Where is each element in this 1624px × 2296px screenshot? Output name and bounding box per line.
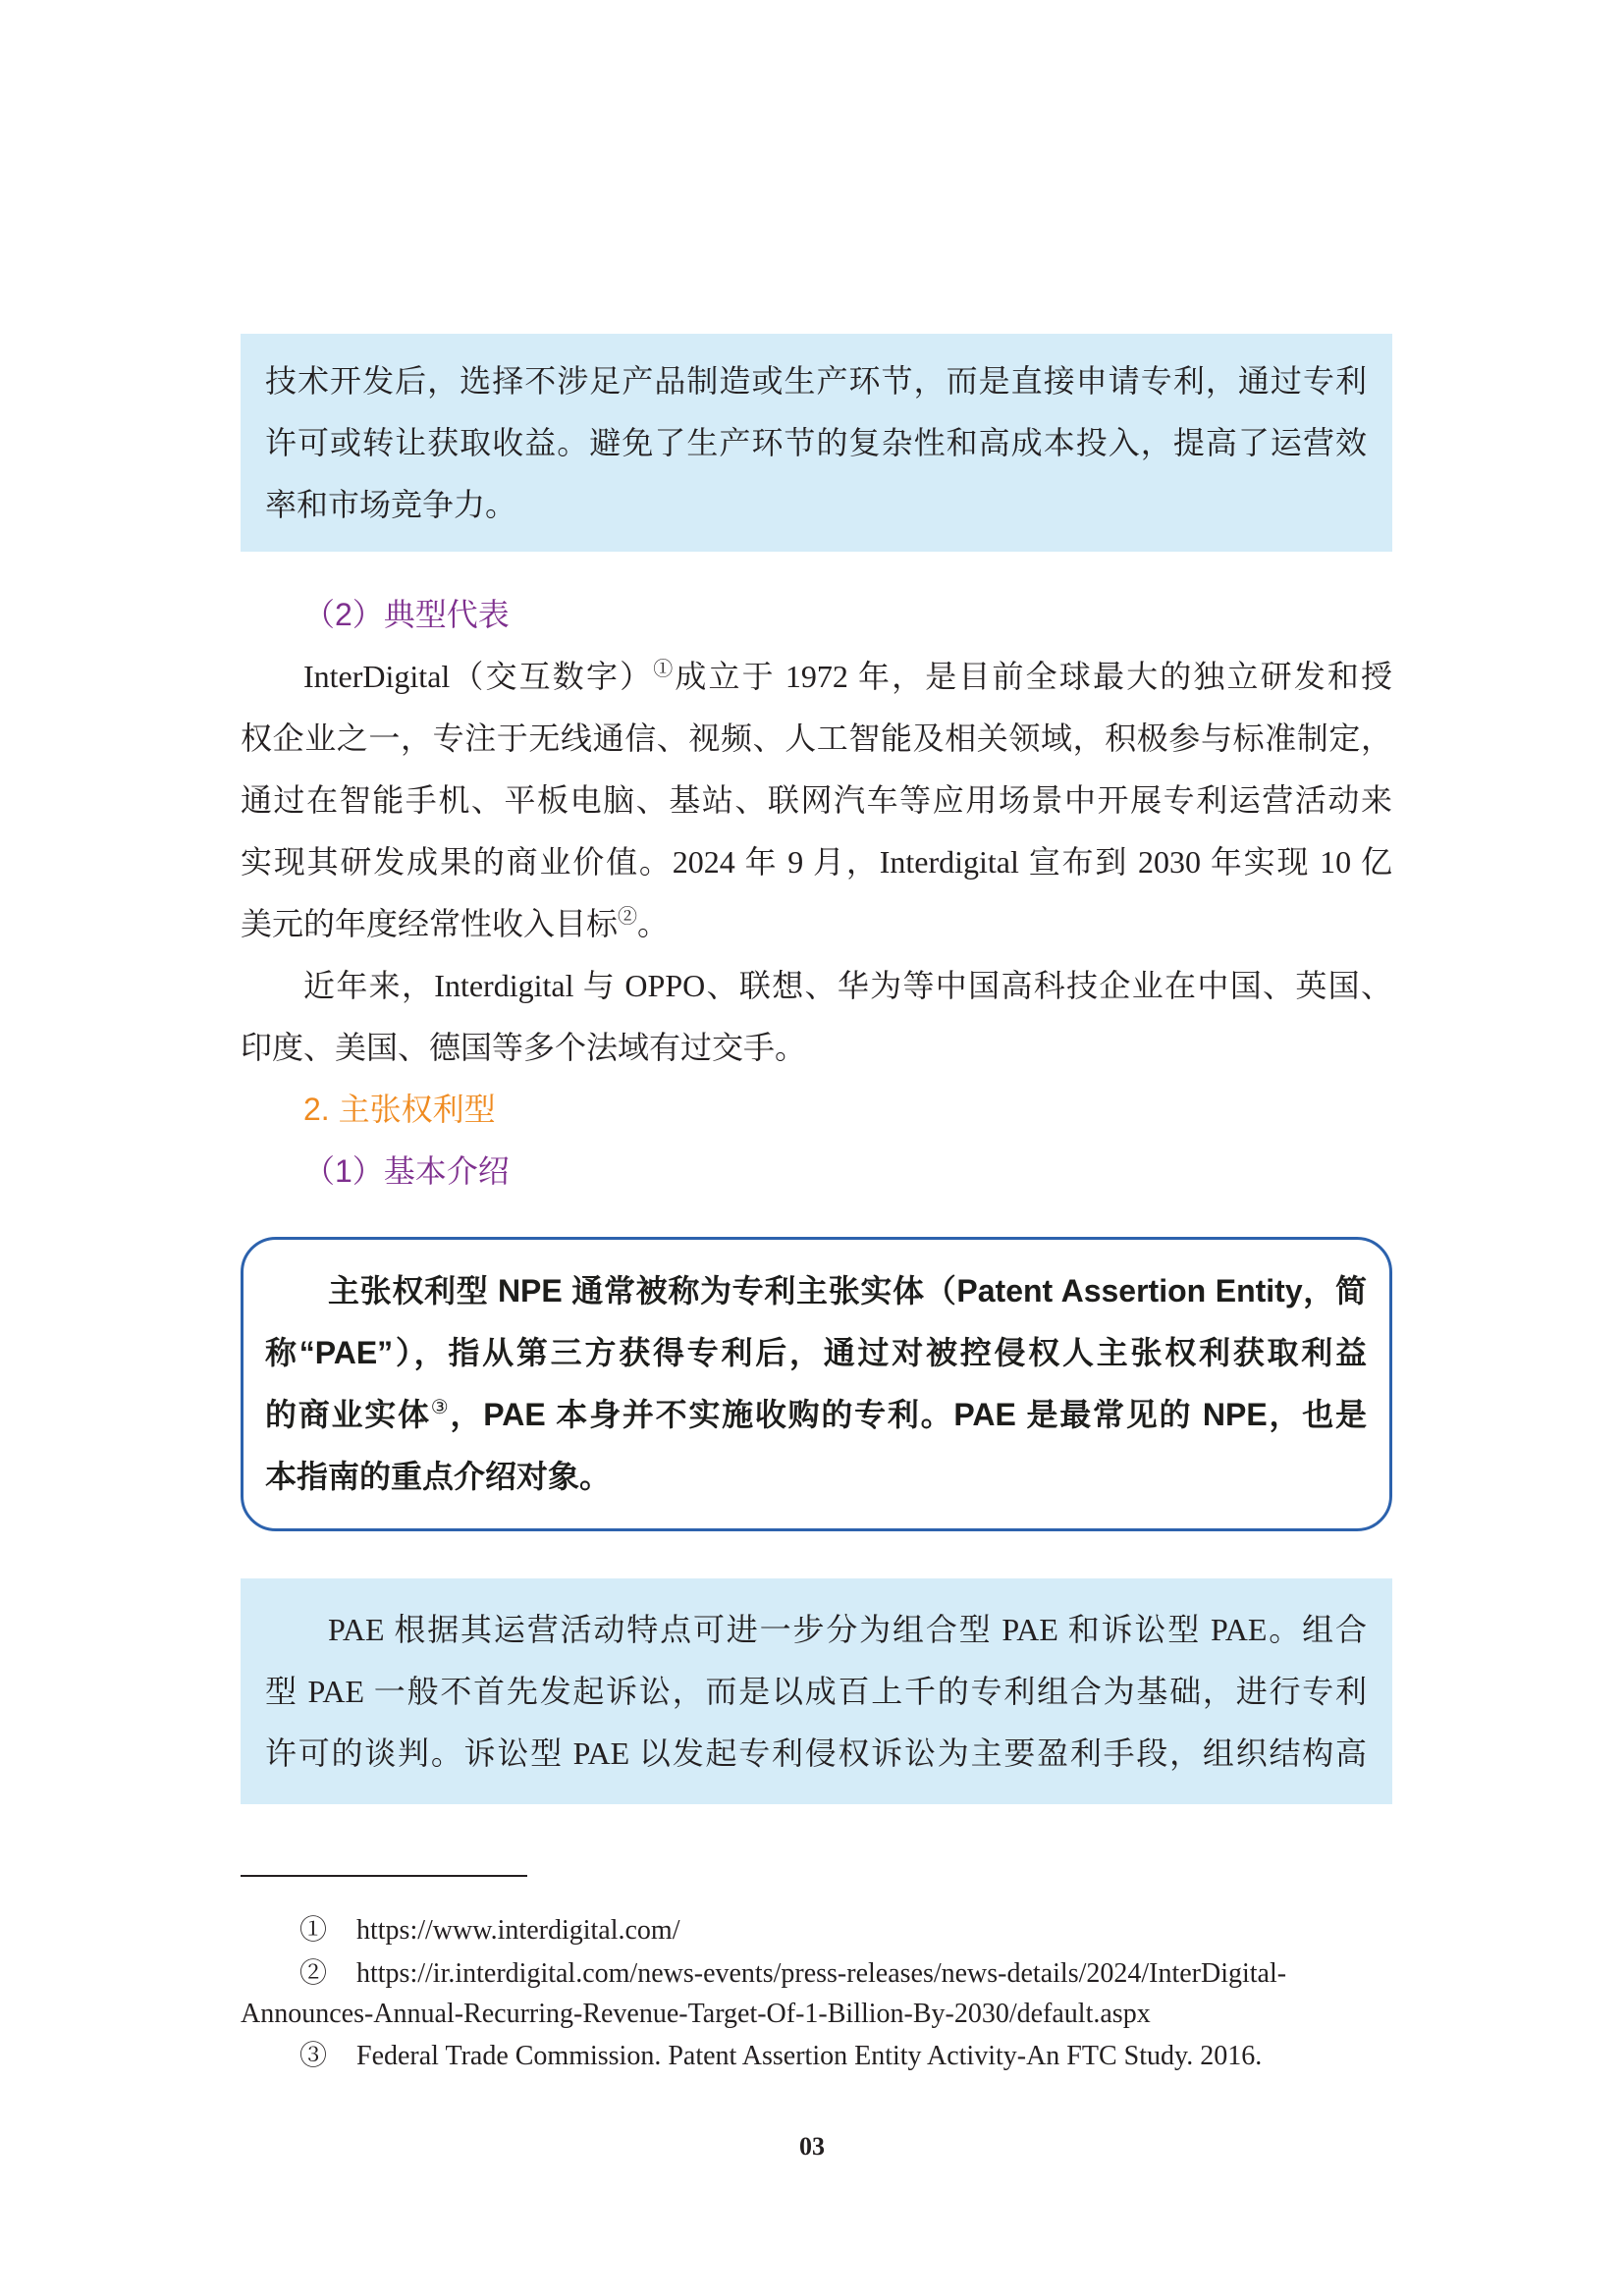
paragraph-line — [241, 893, 1392, 955]
footnote-ref-2: ② — [618, 906, 638, 928]
footnote-marker: ① — [299, 1915, 328, 1946]
text-run: 。 — [637, 906, 670, 941]
page-number: 03 — [799, 2132, 825, 2161]
text-run: 美元的年度经常性收入目标 — [241, 906, 619, 941]
footnote-text: Federal Trade Commission. Patent Assertion Entity Activity-An FTC Study. 2016. — [356, 2041, 1263, 2071]
footnote-ref-3: ③ — [430, 1397, 451, 1418]
footnote-3 — [241, 2036, 1392, 2076]
footnote-divider — [241, 1875, 527, 1877]
footnote-2 — [241, 1953, 1392, 2034]
text-run: ，PAE 本身并不实施收购的专利。PAE 是最常见的 NPE，也是 — [450, 1397, 1367, 1432]
intro-callout-box — [241, 334, 1392, 552]
intro-box-line: 许可或转让获取收益。避免了生产环节的复杂性和高成本投入，提高了运营效 — [265, 425, 1367, 460]
footnotes — [241, 1910, 1392, 2076]
section-heading-typical-representative: （2）典型代表 — [303, 597, 510, 632]
footnote-line — [241, 1910, 1392, 1950]
pae-box-line: 许可的谈判。诉讼型 PAE 以发起专利侵权诉讼为主要盈利手段，组织结构高 — [265, 1735, 1367, 1771]
pae-box-line: 型 PAE 一般不首先发起诉讼，而是以成百上千的专利组合为基础，进行专利 — [265, 1674, 1367, 1709]
definition-box — [241, 1237, 1392, 1531]
text-run: InterDigital（交互数字） — [303, 659, 654, 694]
pae-callout-box — [241, 1578, 1392, 1804]
footnote-ref-1: ① — [653, 659, 676, 680]
definition-line: 本指南的重点介绍对象。 — [265, 1459, 612, 1494]
footnote-1 — [241, 1910, 1392, 1950]
definition-line: 主张权利型 NPE 通常被称为专利主张实体（Patent Assertion Entity，简 — [328, 1273, 1367, 1308]
intro-box-line: 率和市场竞争力。 — [265, 487, 517, 522]
main-text — [241, 584, 1392, 1202]
footnote-line — [241, 1953, 1392, 1994]
text-run: 成立于 1972 年，是目前全球最大的独立研发和授 — [675, 659, 1392, 694]
text-run: 的商业实体 — [265, 1397, 431, 1432]
paragraph-line: 近年来，Interdigital 与 OPPO、联想、华为等中国高科技企业在中国、英国、 — [303, 968, 1392, 1003]
subsection-heading-basic-intro: （1）基本介绍 — [303, 1153, 510, 1189]
paragraph-line: 权企业之一，专注于无线通信、视频、人工智能及相关领域，积极参与标准制定， — [241, 721, 1392, 756]
footnote-marker: ③ — [299, 2041, 328, 2071]
section-heading-assertion-type: 2. 主张权利型 — [303, 1092, 496, 1127]
footnote-line — [241, 2036, 1392, 2076]
intro-box-line: 技术开发后，选择不涉足产品制造或生产环节，而是直接申请专利，通过专利 — [265, 363, 1367, 399]
paragraph-line: 通过在智能手机、平板电脑、基站、联网汽车等应用场景中开展专利运营活动来 — [241, 782, 1392, 818]
definition-line — [265, 1384, 1367, 1446]
footnote-marker: ② — [299, 1958, 328, 1989]
footnote-text: https://ir.interdigital.com/news-events/press-releases/news-details/2024/InterDigital- — [356, 1958, 1287, 1989]
pae-box-line: PAE 根据其运营活动特点可进一步分为组合型 PAE 和诉讼型 PAE。组合 — [328, 1612, 1367, 1647]
paragraph-line: 印度、美国、德国等多个法域有过交手。 — [241, 1030, 807, 1065]
definition-line: 称“PAE”），指从第三方获得专利后，通过对被控侵权人主张权利获取利益 — [265, 1335, 1367, 1370]
paragraph-line: 实现其研发成果的商业价值。2024 年 9 月，Interdigital 宣布到 2030 年实现 10 亿 — [241, 844, 1392, 880]
footnote-text: https://www.interdigital.com/ — [356, 1915, 680, 1946]
paragraph-line — [241, 646, 1392, 708]
footnote-line: Announces-Annual-Recurring-Revenue-Target-Of-1-Billion-By-2030/default.aspx — [241, 1999, 1151, 2029]
